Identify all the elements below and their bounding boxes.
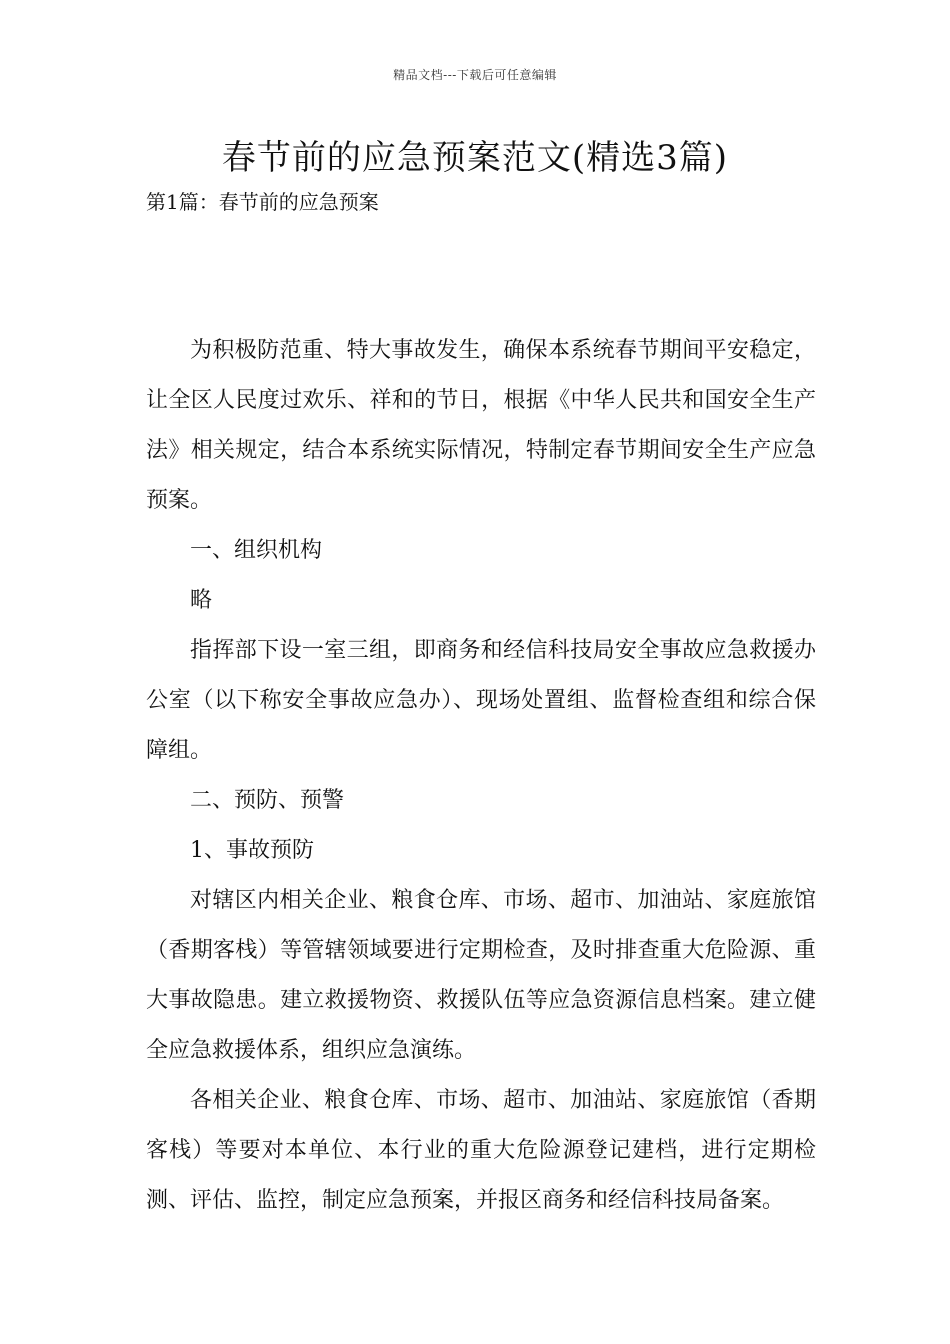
document-body (146, 326, 816, 1226)
heading-prevention-warning: 二、预防、预警 (190, 788, 345, 813)
document-title: 春节前的应急预案范文(精选3篇) (221, 138, 729, 178)
paragraph-intro: 为积极防范重、特大事故发生，确保本系统春节期间平安稳定，让全区人民度过欢乐、祥和的节日，根据《中华人民共和国安全生产法》相关规定，结合本系统实际情况，特制定春节期间安全生产应急预案。 (146, 338, 816, 513)
paragraph-inspection: 对辖区内相关企业、粮食仓库、市场、超市、加油站、家庭旅馆（香期客栈）等管辖领域要进行定期检查，及时排查重大危险源、重大事故隐患。建立救援物资、救援队伍等应急资源信息档案。建立健全应急救援体系，组织应急演练。 (146, 888, 816, 1063)
paragraph-command-structure: 指挥部下设一室三组，即商务和经信科技局安全事故应急救援办公室（以下称安全事故应急办）、现场处置组、监督检查组和综合保障组。 (146, 638, 816, 763)
paragraph-omitted: 略 (190, 588, 213, 613)
section-heading: 第1篇：春节前的应急预案 (146, 190, 379, 214)
paragraph-hazard-registration: 各相关企业、粮食仓库、市场、超市、加油站、家庭旅馆（香期客栈）等要对本单位、本行业的重大危险源登记建档，进行定期检测、评估、监控，制定应急预案，并报区商务和经信科技局备案。 (146, 1088, 816, 1213)
heading-organization: 一、组织机构 (190, 538, 323, 563)
page-header-note: 精品文档---下载后可任意编辑 (393, 68, 557, 82)
heading-accident-prevention: 1、事故预防 (190, 838, 314, 863)
